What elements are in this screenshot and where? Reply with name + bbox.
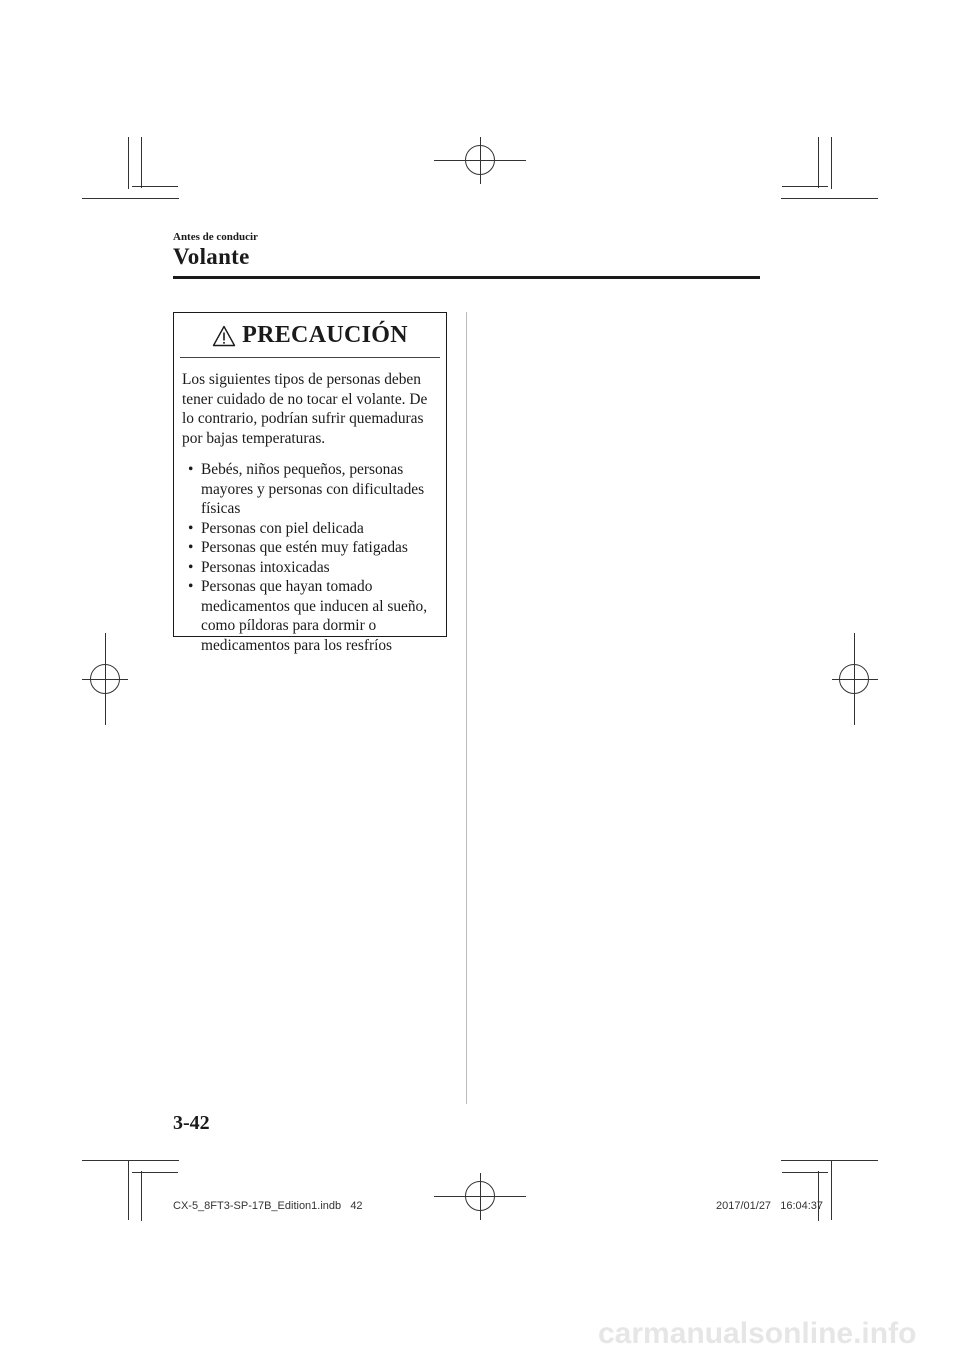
footer-filename: CX-5_8FT3-SP-17B_Edition1.indb 42 bbox=[173, 1200, 363, 1212]
list-item: • Personas intoxicadas bbox=[188, 558, 330, 576]
warning-triangle-icon bbox=[212, 325, 236, 347]
column-divider bbox=[466, 312, 467, 1104]
list-item: • Personas que hayan tomado medicamentos que inducen al sueño, como píldoras para dormir o medicamentos para los resfríos bbox=[188, 578, 428, 654]
footer-timestamp: 2017/01/27 16:04:37 bbox=[716, 1200, 824, 1212]
list-item: • Personas con piel delicada bbox=[188, 519, 364, 537]
page-number: 3-42 bbox=[173, 1112, 210, 1134]
list-item: • Personas que estén muy fatigadas bbox=[188, 539, 408, 556]
caution-box bbox=[173, 312, 447, 654]
caution-list bbox=[182, 460, 440, 655]
watermark: carmanualsonline.info bbox=[598, 1317, 917, 1350]
caution-divider bbox=[180, 357, 440, 358]
caution-intro: Los siguientes tipos de personas deben tener cuidado de no tocar el volante. De lo contrario, podrían sufrir quemaduras por bajas temperaturas. bbox=[182, 371, 428, 447]
title-rule bbox=[173, 276, 760, 279]
list-item: • Bebés, niños pequeños, personas mayores y personas con dificultades físicas bbox=[188, 461, 425, 517]
caution-title: PRECAUCIÓN bbox=[242, 321, 408, 348]
page-title: Volante bbox=[173, 244, 250, 269]
caution-body bbox=[182, 370, 440, 655]
section-label: Antes de conducir bbox=[173, 231, 258, 243]
caution-header bbox=[174, 313, 446, 357]
